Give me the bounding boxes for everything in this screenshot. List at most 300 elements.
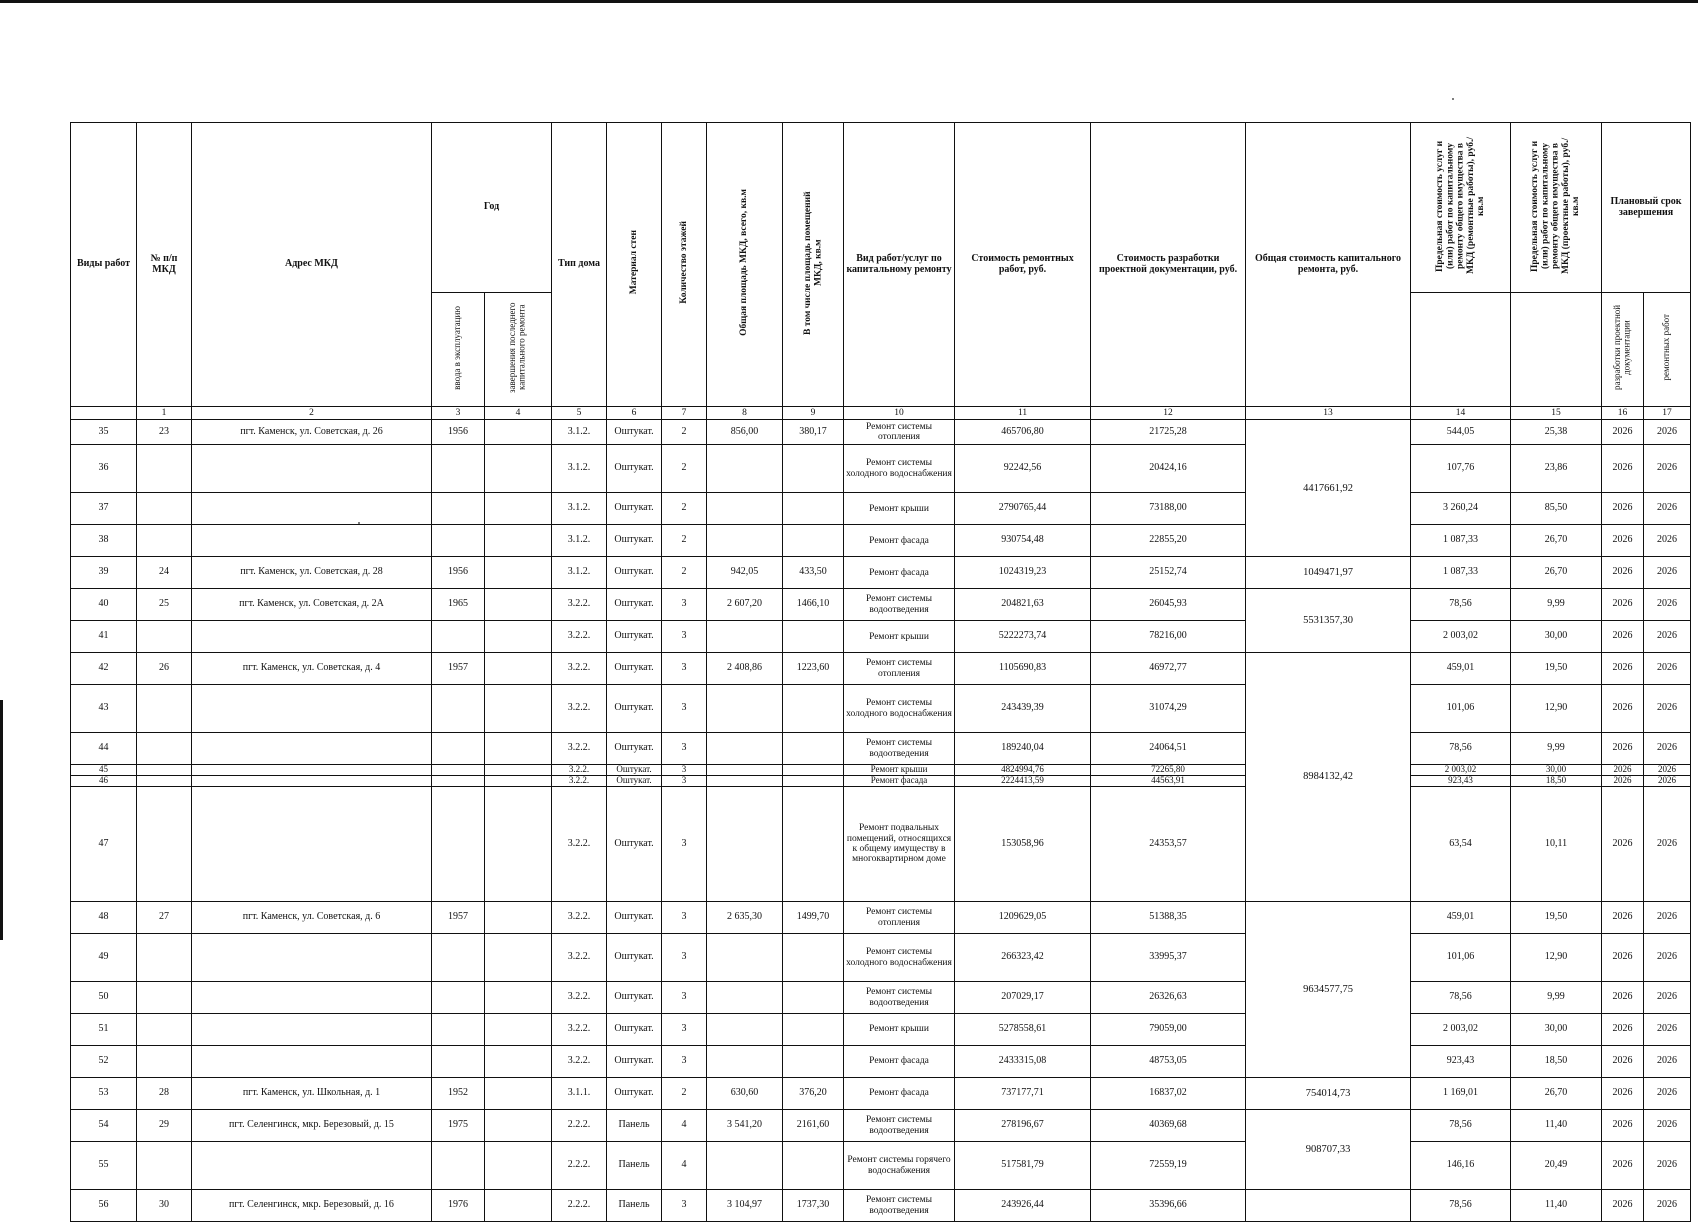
limit-project: 18,50 [1511, 776, 1602, 787]
header-predel-remont-sub [1411, 293, 1511, 407]
deadline-repair: 2026 [1644, 765, 1691, 776]
limit-repair: 459,01 [1411, 902, 1511, 934]
wall-material: Панель [607, 1142, 662, 1190]
project-cost: 24353,57 [1091, 787, 1246, 902]
work-type: Ремонт системы водоотведения [844, 982, 955, 1014]
limit-repair: 78,56 [1411, 1110, 1511, 1142]
limit-project: 12,90 [1511, 934, 1602, 982]
header-predel-proekt: Предельная стоимость услуг и (или) работ по капитальному ремонту общего имущества в МКД (проектные работы), руб./кв.м [1511, 123, 1602, 293]
deadline-repair: 2026 [1644, 1046, 1691, 1078]
table-row [71, 1142, 1691, 1190]
house-type: 3.2.2. [552, 765, 607, 776]
total-area: 3 104,97 [707, 1190, 783, 1222]
floors: 2 [662, 557, 707, 589]
total-area: 3 541,20 [707, 1110, 783, 1142]
wall-material: Панель [607, 1190, 662, 1222]
capital-repair-table [70, 122, 1691, 1222]
deadline-project: 2026 [1602, 445, 1644, 493]
house-type: 3.2.2. [552, 934, 607, 982]
floors: 2 [662, 1078, 707, 1110]
project-cost: 16837,02 [1091, 1078, 1246, 1110]
repair-cost: 517581,79 [955, 1142, 1091, 1190]
mkd-number: 26 [137, 653, 192, 685]
table-row [71, 982, 1691, 1014]
wall-material: Оштукат. [607, 525, 662, 557]
row-number: 40 [71, 589, 137, 621]
total-cost: 8984132,42 [1246, 653, 1411, 902]
wall-material: Оштукат. [607, 589, 662, 621]
repair-cost: 737177,71 [955, 1078, 1091, 1110]
deadline-repair: 2026 [1644, 653, 1691, 685]
limit-project: 26,70 [1511, 1078, 1602, 1110]
house-type: 2.2.2. [552, 1110, 607, 1142]
column-index: 5 [552, 407, 607, 420]
house-type: 3.1.2. [552, 493, 607, 525]
column-index: 9 [783, 407, 844, 420]
column-index: 11 [955, 407, 1091, 420]
repair-cost: 1024319,23 [955, 557, 1091, 589]
floors: 4 [662, 1142, 707, 1190]
limit-project: 30,00 [1511, 765, 1602, 776]
total-cost: 754014,73 [1246, 1078, 1411, 1110]
house-type: 3.2.2. [552, 653, 607, 685]
scan-artifact-dot [1452, 98, 1454, 100]
house-type: 3.2.2. [552, 621, 607, 653]
project-cost: 22855,20 [1091, 525, 1246, 557]
floors: 3 [662, 902, 707, 934]
wall-material: Оштукат. [607, 557, 662, 589]
limit-repair: 544,05 [1411, 420, 1511, 445]
work-type: Ремонт фасада [844, 776, 955, 787]
deadline-repair: 2026 [1644, 1110, 1691, 1142]
limit-repair: 2 003,02 [1411, 765, 1511, 776]
rooms-area: 380,17 [783, 420, 844, 445]
house-type: 3.1.2. [552, 445, 607, 493]
header-stoim-proekt: Стоимость разработки проектной документации, руб. [1091, 123, 1246, 407]
header-predel-remont: Предельная стоимость услуг и (или) работ по капитальному ремонту общего имущества в МКД (ремонтные работы), руб./кв.м [1411, 123, 1511, 293]
wall-material: Оштукат. [607, 1046, 662, 1078]
deadline-project: 2026 [1602, 765, 1644, 776]
repair-cost: 243926,44 [955, 1190, 1091, 1222]
project-cost: 25152,74 [1091, 557, 1246, 589]
deadline-repair: 2026 [1644, 934, 1691, 982]
column-index: 3 [432, 407, 485, 420]
work-type: Ремонт системы водоотведения [844, 733, 955, 765]
repair-cost: 243439,39 [955, 685, 1091, 733]
deadline-repair: 2026 [1644, 902, 1691, 934]
repair-cost: 2433315,08 [955, 1046, 1091, 1078]
row-number: 41 [71, 621, 137, 653]
deadline-project: 2026 [1602, 653, 1644, 685]
column-index: 10 [844, 407, 955, 420]
mkd-number: 23 [137, 420, 192, 445]
header-predel-proekt-sub [1511, 293, 1602, 407]
deadline-repair: 2026 [1644, 982, 1691, 1014]
row-number: 42 [71, 653, 137, 685]
deadline-project: 2026 [1602, 787, 1644, 902]
deadline-repair: 2026 [1644, 1190, 1691, 1222]
limit-project: 18,50 [1511, 1046, 1602, 1078]
scan-left-edge-mark [0, 700, 3, 940]
table-row [71, 1014, 1691, 1046]
project-cost: 26045,93 [1091, 589, 1246, 621]
deadline-project: 2026 [1602, 493, 1644, 525]
limit-project: 30,00 [1511, 1014, 1602, 1046]
limit-repair: 1 087,33 [1411, 557, 1511, 589]
deadline-project: 2026 [1602, 733, 1644, 765]
header-adres: Адрес МКД [192, 123, 432, 407]
work-type: Ремонт системы холодного водоснабжения [844, 685, 955, 733]
repair-cost: 189240,04 [955, 733, 1091, 765]
total-cost: 1049471,97 [1246, 557, 1411, 589]
page-top-border [0, 0, 1698, 3]
mkd-number: 27 [137, 902, 192, 934]
year-last-repair [485, 420, 552, 445]
work-type: Ремонт системы водоотведения [844, 589, 955, 621]
year-commissioned: 1956 [432, 420, 485, 445]
wall-material: Оштукат. [607, 1014, 662, 1046]
column-index: 12 [1091, 407, 1246, 420]
floors: 4 [662, 1110, 707, 1142]
house-type: 3.2.2. [552, 982, 607, 1014]
mkd-address: пгт. Каменск, ул. Советская, д. 4 [192, 653, 432, 685]
work-type: Ремонт системы водоотведения [844, 1190, 955, 1222]
project-cost: 72265,80 [1091, 765, 1246, 776]
floors: 2 [662, 525, 707, 557]
limit-repair: 923,43 [1411, 776, 1511, 787]
deadline-project: 2026 [1602, 589, 1644, 621]
header-ploshchad-pomeshch: В том числе площадь помещений МКД, кв.м [783, 123, 844, 407]
row-number: 51 [71, 1014, 137, 1046]
mkd-address: пгт. Селенгинск, мкр. Березовый, д. 16 [192, 1190, 432, 1222]
limit-repair: 78,56 [1411, 982, 1511, 1014]
table-row [71, 1046, 1691, 1078]
deadline-project: 2026 [1602, 557, 1644, 589]
project-cost: 40369,68 [1091, 1110, 1246, 1142]
mkd-number: 28 [137, 1078, 192, 1110]
house-type: 3.2.2. [552, 589, 607, 621]
project-cost: 48753,05 [1091, 1046, 1246, 1078]
row-number: 45 [71, 765, 137, 776]
header-stoim-remont: Стоимость ремонтных работ, руб. [955, 123, 1091, 407]
limit-project: 9,99 [1511, 733, 1602, 765]
mkd-address: пгт. Каменск, ул. Советская, д. 28 [192, 557, 432, 589]
header-row-main [71, 123, 1691, 293]
deadline-project: 2026 [1602, 621, 1644, 653]
floors: 3 [662, 589, 707, 621]
table-row [71, 525, 1691, 557]
project-cost: 31074,29 [1091, 685, 1246, 733]
work-type: Ремонт системы отопления [844, 653, 955, 685]
table-row [71, 787, 1691, 902]
limit-project: 26,70 [1511, 525, 1602, 557]
limit-project: 26,70 [1511, 557, 1602, 589]
deadline-project: 2026 [1602, 420, 1644, 445]
project-cost: 26326,63 [1091, 982, 1246, 1014]
rooms-area: 1499,70 [783, 902, 844, 934]
rooms-area: 376,20 [783, 1078, 844, 1110]
header-god: Год [432, 123, 552, 293]
total-area: 942,05 [707, 557, 783, 589]
header-plan-srok: Плановый срок завершения [1602, 123, 1691, 293]
mkd-address: пгт. Каменск, ул. Советская, д. 26 [192, 420, 432, 445]
floors: 3 [662, 776, 707, 787]
header-vid-rabot: Виды работ [71, 123, 137, 407]
floors: 3 [662, 982, 707, 1014]
deadline-project: 2026 [1602, 1046, 1644, 1078]
repair-cost: 207029,17 [955, 982, 1091, 1014]
header-srok-remont: ремонтных работ [1644, 293, 1691, 407]
row-number: 37 [71, 493, 137, 525]
table-row [71, 621, 1691, 653]
project-cost: 33995,37 [1091, 934, 1246, 982]
limit-repair: 2 003,02 [1411, 621, 1511, 653]
wall-material: Оштукат. [607, 493, 662, 525]
work-type: Ремонт подвальных помещений, относящихся к общему имуществу в многоквартирном доме [844, 787, 955, 902]
mkd-number: 24 [137, 557, 192, 589]
year-commissioned: 1965 [432, 589, 485, 621]
repair-cost: 1105690,83 [955, 653, 1091, 685]
floors: 2 [662, 445, 707, 493]
table-row [71, 765, 1691, 776]
total-cost: 4417661,92 [1246, 420, 1411, 557]
deadline-project: 2026 [1602, 1142, 1644, 1190]
limit-project: 20,49 [1511, 1142, 1602, 1190]
floors: 3 [662, 685, 707, 733]
work-type: Ремонт системы горячего водоснабжения [844, 1142, 955, 1190]
row-number: 39 [71, 557, 137, 589]
wall-material: Оштукат. [607, 1078, 662, 1110]
floors: 3 [662, 621, 707, 653]
table-row [71, 776, 1691, 787]
repair-cost: 5278558,61 [955, 1014, 1091, 1046]
deadline-project: 2026 [1602, 934, 1644, 982]
deadline-repair: 2026 [1644, 787, 1691, 902]
wall-material: Оштукат. [607, 621, 662, 653]
header-obshch-stoim: Общая стоимость капитального ремонта, руб. [1246, 123, 1411, 407]
house-type: 3.2.2. [552, 685, 607, 733]
total-cost [1246, 1190, 1411, 1222]
floors: 3 [662, 733, 707, 765]
table-row [71, 653, 1691, 685]
floors: 2 [662, 493, 707, 525]
limit-repair: 63,54 [1411, 787, 1511, 902]
limit-project: 19,50 [1511, 902, 1602, 934]
table-row [71, 1190, 1691, 1222]
house-type: 3.1.1. [552, 1078, 607, 1110]
wall-material: Оштукат. [607, 653, 662, 685]
limit-repair: 146,16 [1411, 1142, 1511, 1190]
header-etazhi: Количество этажей [662, 123, 707, 407]
column-index: 16 [1602, 407, 1644, 420]
table-row [71, 445, 1691, 493]
mkd-address: пгт. Каменск, ул. Школьная, д. 1 [192, 1078, 432, 1110]
total-area: 2 607,20 [707, 589, 783, 621]
mkd-number: 30 [137, 1190, 192, 1222]
table-row [71, 733, 1691, 765]
repair-cost: 266323,42 [955, 934, 1091, 982]
row-number: 47 [71, 787, 137, 902]
project-cost: 78216,00 [1091, 621, 1246, 653]
column-index-row [71, 407, 1691, 420]
limit-project: 85,50 [1511, 493, 1602, 525]
mkd-address: пгт. Каменск, ул. Советская, д. 2А [192, 589, 432, 621]
repair-cost: 278196,67 [955, 1110, 1091, 1142]
deadline-repair: 2026 [1644, 589, 1691, 621]
total-area: 2 635,30 [707, 902, 783, 934]
floors: 3 [662, 1014, 707, 1046]
table-row [71, 1078, 1691, 1110]
wall-material: Оштукат. [607, 776, 662, 787]
deadline-repair: 2026 [1644, 685, 1691, 733]
rooms-area: 433,50 [783, 557, 844, 589]
limit-repair: 107,76 [1411, 445, 1511, 493]
row-number: 52 [71, 1046, 137, 1078]
limit-repair: 1 169,01 [1411, 1078, 1511, 1110]
deadline-project: 2026 [1602, 1190, 1644, 1222]
limit-repair: 78,56 [1411, 589, 1511, 621]
row-number: 38 [71, 525, 137, 557]
work-type: Ремонт фасада [844, 557, 955, 589]
repair-cost: 153058,96 [955, 787, 1091, 902]
row-number: 50 [71, 982, 137, 1014]
deadline-project: 2026 [1602, 982, 1644, 1014]
wall-material: Оштукат. [607, 420, 662, 445]
column-index: 8 [707, 407, 783, 420]
deadline-repair: 2026 [1644, 621, 1691, 653]
wall-material: Оштукат. [607, 934, 662, 982]
row-number: 53 [71, 1078, 137, 1110]
work-type: Ремонт крыши [844, 1014, 955, 1046]
header-srok-proekt: разработки проектной документации [1602, 293, 1644, 407]
work-type: Ремонт фасада [844, 1046, 955, 1078]
limit-project: 19,50 [1511, 653, 1602, 685]
house-type: 3.2.2. [552, 776, 607, 787]
year-commissioned: 1956 [432, 557, 485, 589]
total-cost: 9634577,75 [1246, 902, 1411, 1078]
rooms-area: 1466,10 [783, 589, 844, 621]
column-index: 1 [137, 407, 192, 420]
deadline-project: 2026 [1602, 902, 1644, 934]
work-type: Ремонт крыши [844, 493, 955, 525]
limit-repair: 2 003,02 [1411, 1014, 1511, 1046]
rooms-area: 1223,60 [783, 653, 844, 685]
column-index: 7 [662, 407, 707, 420]
repair-cost: 5222273,74 [955, 621, 1091, 653]
year-commissioned: 1975 [432, 1110, 485, 1142]
table-row [71, 557, 1691, 589]
table-row [71, 685, 1691, 733]
project-cost: 21725,28 [1091, 420, 1246, 445]
deadline-repair: 2026 [1644, 493, 1691, 525]
limit-project: 11,40 [1511, 1110, 1602, 1142]
total-cost: 908707,33 [1246, 1110, 1411, 1190]
column-index: 13 [1246, 407, 1411, 420]
house-type: 3.1.2. [552, 525, 607, 557]
total-cost: 5531357,30 [1246, 589, 1411, 653]
repair-cost: 4824994,76 [955, 765, 1091, 776]
column-index: 4 [485, 407, 552, 420]
row-number: 56 [71, 1190, 137, 1222]
row-number: 43 [71, 685, 137, 733]
deadline-repair: 2026 [1644, 733, 1691, 765]
row-number: 35 [71, 420, 137, 445]
repair-cost: 92242,56 [955, 445, 1091, 493]
limit-repair: 1 087,33 [1411, 525, 1511, 557]
mkd-address: пгт. Каменск, ул. Советская, д. 6 [192, 902, 432, 934]
deadline-repair: 2026 [1644, 776, 1691, 787]
deadline-project: 2026 [1602, 685, 1644, 733]
header-vid-uslug: Вид работ/услуг по капитальному ремонту [844, 123, 955, 407]
limit-project: 10,11 [1511, 787, 1602, 902]
limit-project: 9,99 [1511, 589, 1602, 621]
repair-cost: 204821,63 [955, 589, 1091, 621]
floors: 3 [662, 653, 707, 685]
column-index: 14 [1411, 407, 1511, 420]
year-commissioned: 1957 [432, 902, 485, 934]
wall-material: Панель [607, 1110, 662, 1142]
column-index: 2 [192, 407, 432, 420]
limit-project: 11,40 [1511, 1190, 1602, 1222]
work-type: Ремонт крыши [844, 765, 955, 776]
deadline-repair: 2026 [1644, 1142, 1691, 1190]
house-type: 2.2.2. [552, 1190, 607, 1222]
work-type: Ремонт фасада [844, 525, 955, 557]
project-cost: 73188,00 [1091, 493, 1246, 525]
limit-repair: 101,06 [1411, 934, 1511, 982]
header-god-vvoda: ввода в эксплуатацию [432, 293, 485, 407]
column-index [71, 407, 137, 420]
column-index: 15 [1511, 407, 1602, 420]
floors: 3 [662, 934, 707, 982]
header-tip-doma: Тип дома [552, 123, 607, 407]
table-row [71, 420, 1691, 445]
row-number: 48 [71, 902, 137, 934]
deadline-repair: 2026 [1644, 420, 1691, 445]
row-number: 36 [71, 445, 137, 493]
row-number: 46 [71, 776, 137, 787]
table-row [71, 493, 1691, 525]
repair-cost: 2790765,44 [955, 493, 1091, 525]
mkd-number: 25 [137, 589, 192, 621]
work-type: Ремонт системы водоотведения [844, 1110, 955, 1142]
rooms-area: 2161,60 [783, 1110, 844, 1142]
header-material-sten: Материал стен [607, 123, 662, 407]
wall-material: Оштукат. [607, 902, 662, 934]
project-cost: 46972,77 [1091, 653, 1246, 685]
year-commissioned: 1952 [432, 1078, 485, 1110]
year-commissioned: 1957 [432, 653, 485, 685]
row-number: 44 [71, 733, 137, 765]
repair-cost: 2224413,59 [955, 776, 1091, 787]
row-number: 54 [71, 1110, 137, 1142]
project-cost: 79059,00 [1091, 1014, 1246, 1046]
repair-cost: 465706,80 [955, 420, 1091, 445]
work-type: Ремонт крыши [844, 621, 955, 653]
deadline-repair: 2026 [1644, 557, 1691, 589]
deadline-project: 2026 [1602, 776, 1644, 787]
house-type: 3.1.2. [552, 420, 607, 445]
limit-project: 23,86 [1511, 445, 1602, 493]
house-type: 3.2.2. [552, 1046, 607, 1078]
limit-project: 12,90 [1511, 685, 1602, 733]
work-type: Ремонт системы отопления [844, 420, 955, 445]
limit-repair: 101,06 [1411, 685, 1511, 733]
limit-repair: 459,01 [1411, 653, 1511, 685]
repair-cost: 930754,48 [955, 525, 1091, 557]
wall-material: Оштукат. [607, 982, 662, 1014]
house-type: 3.1.2. [552, 557, 607, 589]
